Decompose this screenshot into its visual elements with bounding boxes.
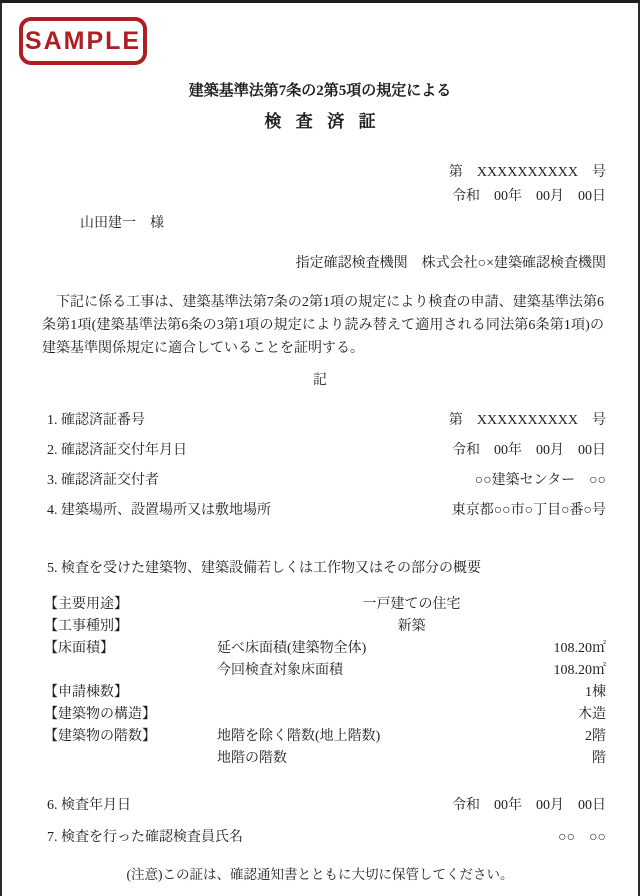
item-value: 令和 00年 00月 00日 (452, 798, 606, 813)
row-label: 【建築物の構造】 (44, 707, 156, 722)
row-construction-type (44, 616, 606, 638)
building-overview-table (2, 594, 638, 770)
caution-note: (注意)この証は、確認通知書とともに大切に保管してください。 (126, 867, 514, 882)
row-value: 階 (592, 751, 606, 766)
row-sublabel: 今回検査対象床面積 (217, 663, 343, 678)
row-label (44, 660, 217, 682)
row-sublabel: 地階の階数 (217, 751, 287, 766)
item-row-site-location (47, 496, 606, 526)
row-value: 108.20㎡ (553, 641, 606, 656)
section5-heading: 5. 検査を受けた建築物、建築設備若しくは工作物又はその部分の概要 (47, 561, 481, 576)
inspection-agency: 指定確認検査機関 株式会社○×建築確認検査機関 (295, 256, 606, 271)
row-value: 1棟 (585, 685, 606, 700)
item-value: 令和 00年 00月 00日 (452, 443, 606, 458)
item-value: ○○建築センター ○○ (474, 473, 606, 488)
row-value: 2階 (585, 729, 606, 744)
row-label: 【工事種別】 (44, 619, 128, 634)
row-sublabel (217, 704, 578, 726)
row-label (44, 748, 217, 770)
document-subtitle: 建築基準法第7条の2第5項の規定による (188, 83, 452, 99)
item-row-issue-date (47, 436, 606, 466)
item-value: 第 XXXXXXXXXX 号 (448, 413, 606, 428)
row-value: 108.20㎡ (553, 663, 606, 678)
item-value: 東京都○○市○丁目○番○号 (451, 503, 606, 518)
row-sublabel (217, 682, 585, 704)
ki-heading: 記 (313, 373, 327, 388)
certificate-items (2, 406, 638, 526)
row-label: 【主要用途】 (44, 597, 128, 612)
row-sublabel: 延べ床面積(建築物全体) (217, 641, 367, 656)
row-basement-floors (44, 748, 606, 770)
item-label: 3. 確認済証交付者 (47, 473, 159, 488)
row-total-floor-area (44, 638, 606, 660)
item-row-inspector-name (47, 822, 606, 854)
item-label: 2. 確認済証交付年月日 (47, 443, 187, 458)
item-row-confirmation-number (47, 406, 606, 436)
item-row-issuer (47, 466, 606, 496)
document-number-block (2, 161, 638, 209)
row-structure (44, 704, 606, 726)
addressee: 山田建一 様 (80, 216, 164, 231)
row-building-count (44, 682, 606, 704)
item-row-inspection-date (47, 790, 606, 822)
sample-stamp (19, 17, 147, 65)
item-label: 6. 検査年月日 (47, 798, 131, 813)
item-value: ○○ ○○ (558, 830, 606, 845)
issue-date: 令和 00年 00月 00日 (452, 189, 606, 204)
row-inspected-floor-area (44, 660, 606, 682)
inspection-items (2, 790, 638, 854)
row-label: 【申請棟数】 (44, 685, 128, 700)
document-title: 検査済証 (264, 112, 391, 131)
sample-stamp-label: SAMPLE (24, 26, 142, 55)
row-value: 木造 (578, 707, 606, 722)
row-value: 新築 (397, 619, 426, 634)
document-number: 第 XXXXXXXXXX 号 (448, 165, 606, 180)
row-primary-use (44, 594, 606, 616)
row-value: 一戸建ての住宅 (362, 597, 461, 612)
row-sublabel: 地階を除く階数(地上階数) (217, 729, 381, 744)
item-label: 7. 検査を行った確認検査員氏名 (47, 830, 243, 845)
row-label: 【床面積】 (44, 641, 114, 656)
item-label: 1. 確認済証番号 (47, 413, 145, 428)
row-floors-above-ground (44, 726, 606, 748)
certification-paragraph: 下記に係る工事は、建築基準法第7条の2第1項の規定により検査の申請、建築基準法第6条第1項(建築基準法第6条の3第1項の規定により読み替えて適用される同法第6条第1項)の建築基準関係規定に適合していることを証明する。 (42, 295, 604, 356)
row-label: 【建築物の階数】 (44, 729, 156, 744)
item-label: 4. 建築場所、設置場所又は敷地場所 (47, 503, 271, 518)
